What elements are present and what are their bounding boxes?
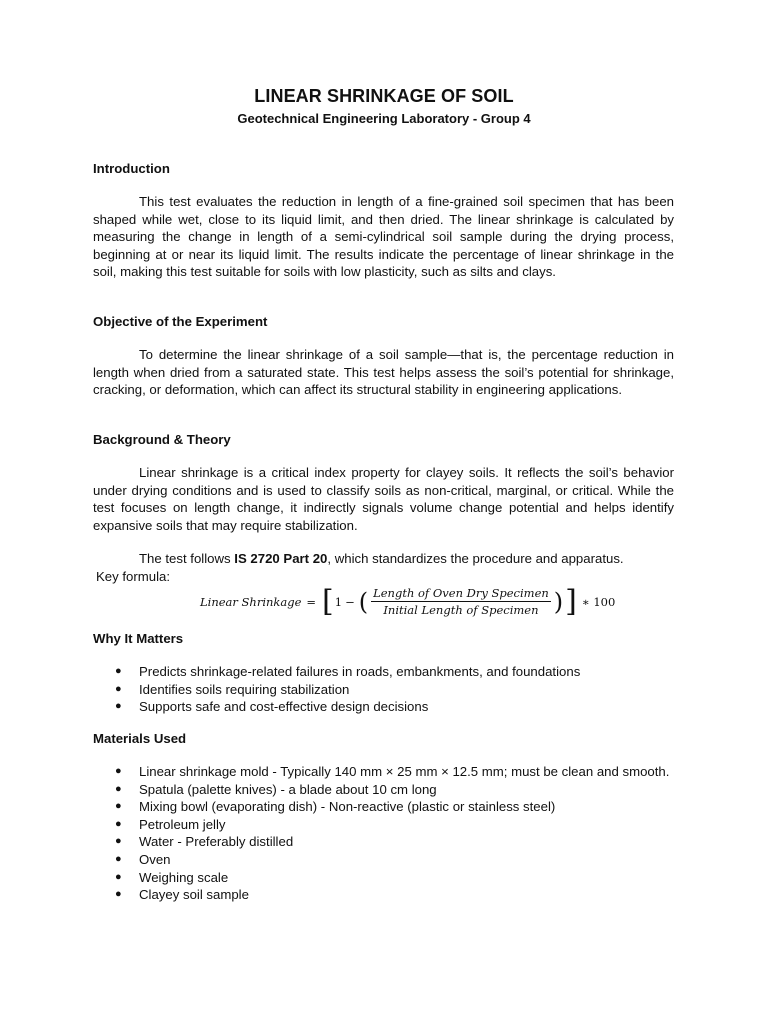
bullet-icon: ●: [115, 800, 122, 813]
standard-suffix: , which standardizes the procedure and apparatus.: [327, 551, 624, 566]
objective-heading: Objective of the Experiment: [93, 314, 268, 329]
formula-close-paren: ): [553, 587, 564, 616]
bullet-icon: ●: [115, 782, 122, 795]
introduction-section: [93, 193, 674, 281]
formula-times: ∗ 100: [581, 594, 616, 609]
list-item: ● Spatula (palette knives) - a blade about 10 cm long: [115, 781, 437, 797]
bullet-icon: ●: [115, 765, 122, 777]
formula-open-bracket: [: [322, 583, 334, 619]
standard-section: [93, 550, 674, 585]
materials-heading: Materials Used: [93, 731, 187, 746]
formula-equals: =: [306, 594, 317, 609]
bullet-icon: ●: [115, 665, 122, 677]
standard-prefix: The test follows: [139, 551, 235, 566]
bullet-icon: ●: [115, 852, 122, 865]
linear-shrinkage-formula: [200, 583, 616, 619]
background-heading: Background & Theory: [93, 432, 231, 447]
bullet-icon: ●: [115, 888, 122, 901]
formula-denominator: Initial Length of Specimen: [383, 603, 539, 617]
formula-numerator: Length of Oven Dry Specimen: [373, 586, 549, 600]
objective-paragraph: To determine the linear shrinkage of a soil sample—that is, the percentage reduction in length when dried from a saturated state. This test helps assess the soil’s potential for shrinkage, cracking, or deformation, which can affect its structural stability in engineering applications.: [93, 347, 674, 398]
list-item: ● Clayey soil sample: [115, 887, 249, 903]
materials-list: [93, 763, 674, 904]
page-subtitle: Geotechnical Engineering Laboratory - Group 4: [237, 111, 531, 126]
list-item: ● Linear shrinkage mold - Typically 140 mm × 25 mm × 12.5 mm; must be clean and smooth.: [115, 764, 670, 779]
materials-section: [93, 763, 674, 904]
list-item: ● Mixing bowl (evaporating dish) - Non-reactive (plastic or stainless steel): [115, 799, 556, 815]
background-paragraph: Linear shrinkage is a critical index property for clayey soils. It reflects the soil’s behavior under drying conditions and is used to classify soils as non-critical, marginal, or critical. While the test focuses on length change, it indirectly signals volume change potential and helps identify expansive soils that may require stabilization.: [93, 465, 674, 533]
why-section: [93, 663, 674, 716]
bullet-icon: ●: [115, 817, 122, 830]
formula-label: Key formula:: [96, 568, 171, 584]
formula-lhs: Linear Shrinkage: [200, 594, 302, 609]
formula-fraction: [371, 586, 551, 617]
list-item: ● Water - Preferably distilled: [115, 834, 294, 850]
formula-minus: −: [345, 594, 355, 609]
background-section: [93, 464, 674, 534]
list-item: ● Petroleum jelly: [115, 816, 226, 832]
formula-one: 1: [334, 594, 343, 609]
list-item: ● Predicts shrinkage-related failures in roads, embankments, and foundations: [115, 664, 581, 679]
list-item: ● Oven: [115, 851, 171, 867]
standard-name: IS 2720 Part 20: [234, 551, 328, 566]
list-item: ● Weighing scale: [115, 869, 229, 885]
list-item: ● Supports safe and cost-effective design decisions: [115, 699, 429, 715]
bullet-icon: ●: [115, 835, 122, 848]
page-title: LINEAR SHRINKAGE OF SOIL: [254, 86, 514, 106]
bullet-icon: ●: [115, 700, 122, 713]
list-item: ● Identifies soils requiring stabilization: [115, 681, 350, 697]
objective-section: [93, 346, 674, 399]
introduction-heading: Introduction: [93, 161, 170, 176]
bullet-icon: ●: [115, 682, 122, 695]
standard-paragraph: [93, 550, 674, 568]
why-heading: Why It Matters: [93, 631, 184, 646]
why-list: [93, 663, 674, 716]
formula-close-bracket: ]: [565, 583, 577, 619]
formula-open-paren: (: [358, 587, 369, 616]
introduction-paragraph: This test evaluates the reduction in length of a fine-grained soil specimen that has been shaped while wet, close to its liquid limit, and then dried. The linear shrinkage is calculated by measuring the change in length of a semi-cylindrical soil sample during the drying process, beginning at or near its liquid limit. The results indicate the percentage of linear shrinkage in the soil, making this test suitable for soils with low plasticity, such as silts and clays.: [93, 194, 674, 280]
bullet-icon: ●: [115, 870, 122, 883]
